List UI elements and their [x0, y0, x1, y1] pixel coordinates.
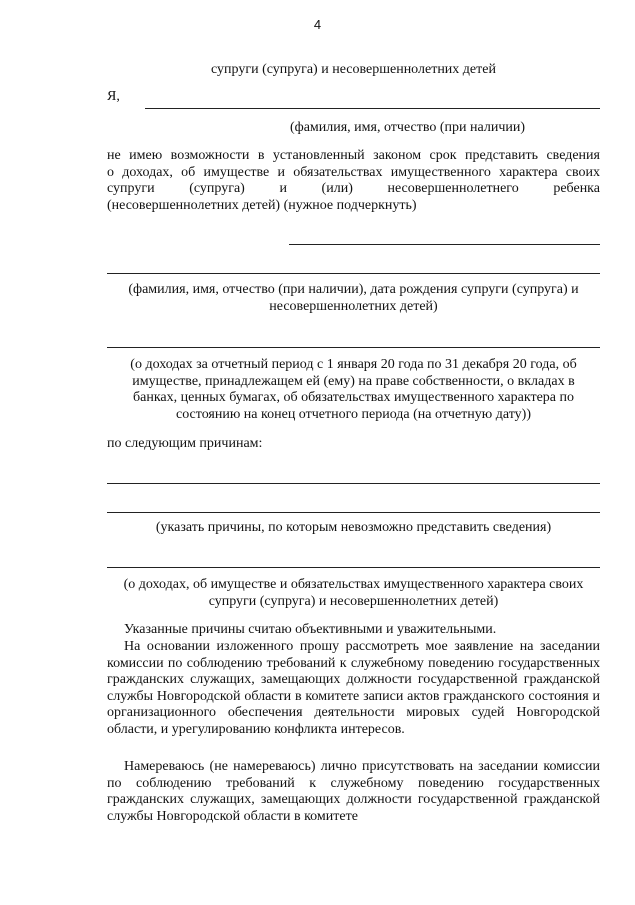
statement-text [107, 148, 600, 214]
body-paragraph-1: Указанные причины считаю объективными и уважительными. [124, 622, 497, 637]
reasons-field-line-2[interactable] [107, 512, 600, 513]
statement-line: о доходах, об имуществе и обязательствах имущественного характера своих [107, 164, 600, 180]
info-field[interactable] [107, 567, 600, 568]
fill-line[interactable] [289, 244, 600, 245]
info-caption: (о доходах, об имуществе и обязательствах имущественного характера своих супруги (супруга) и несовершеннолетних детей) [123, 577, 584, 609]
period-caption: (о доходах за отчетный период с 1 января 20 года по 31 декабря 20 года, об имуществе, принадлежащем ей (ему) на праве собственности, о вкладах в банках, ценных бумагах, об обязательствах имущественного характера по состоянию на конец отчетного периода (на отчетную дату)) [130, 357, 577, 422]
period-field[interactable] [107, 347, 600, 348]
declarant-prefix: Я, [107, 89, 120, 104]
declarant-name-field[interactable] [145, 88, 600, 109]
body-paragraph-2: На основании изложенного прошу рассмотреть мое заявление на заседании комиссии по соблюдению требований к служебному поведению государственных гражданских служащих, замещающих должности государственной гражданской службы Новгородской области в комитете записи актов гражданского состояния и организационного обеспечения деятельности мировых судей Новгородской области, и урегулированию конфликта интересов. [107, 639, 600, 737]
declarant-name-caption: (фамилия, имя, отчество (при наличии) [289, 120, 526, 135]
page-number: 4 [313, 17, 322, 32]
statement-line: (несовершеннолетних детей) (нужное подчеркнуть) [107, 197, 417, 213]
form-subtitle: супруги (супруга) и несовершеннолетних детей [211, 62, 496, 77]
spouse-name-field[interactable] [107, 273, 600, 274]
statement-line: супруги (супруга) и (или) несовершеннолетнего ребенка [107, 181, 600, 196]
statement-line: не имею возможности в установленный законом срок представить сведения [107, 148, 600, 163]
body-paragraph-3: Намереваюсь (не намереваюсь) лично присутствовать на заседании комиссии по соблюдению требований к служебному поведению государственных гражданских служащих, замещающих должности государственной гражданской службы Новгородской области в комитете [107, 759, 600, 824]
reasons-caption: (указать причины, по которым невозможно представить сведения) [155, 520, 552, 535]
spouse-caption: (фамилия, имя, отчество (при наличии), дата рождения супруги (супруга) и несовершеннолетних детей) [128, 282, 579, 314]
reasons-label: по следующим причинам: [107, 436, 263, 451]
reasons-field[interactable] [107, 483, 600, 484]
